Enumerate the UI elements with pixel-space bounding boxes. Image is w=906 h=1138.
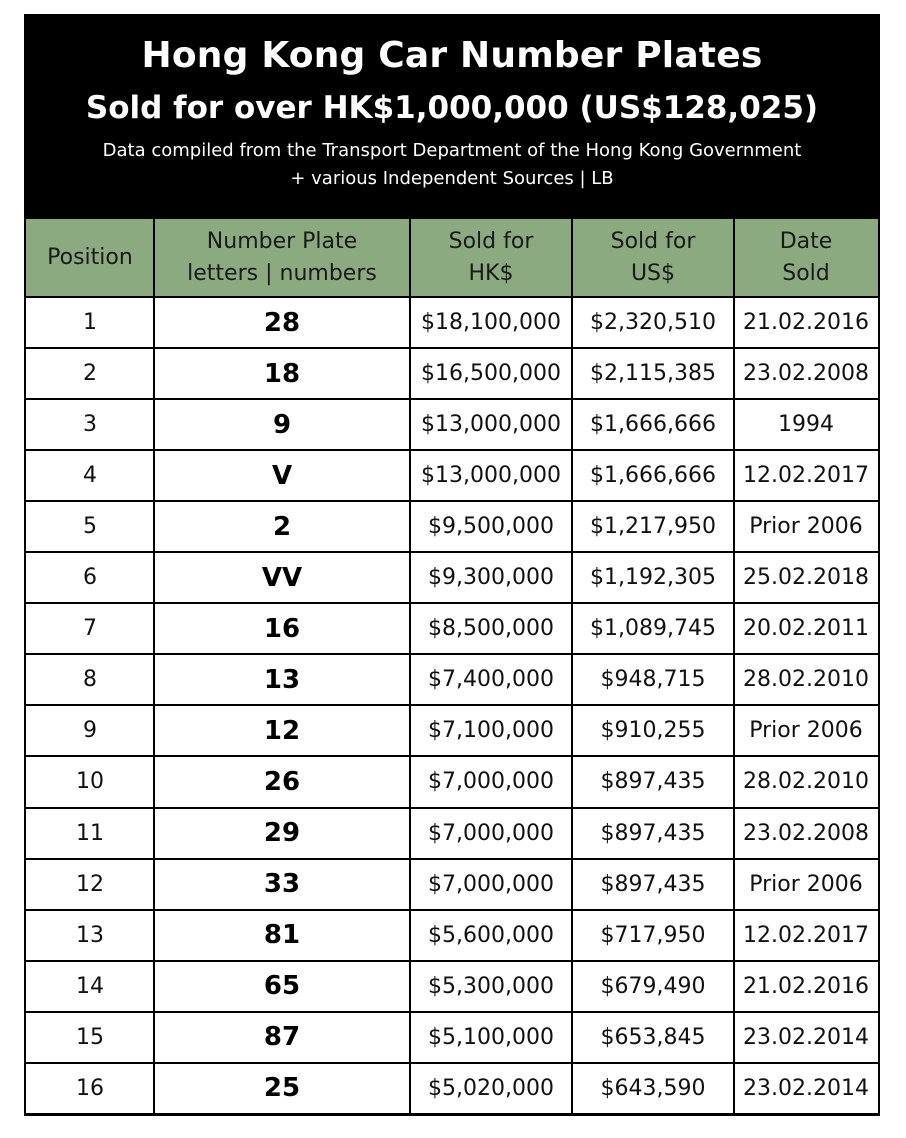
cell-date-sold: 21.02.2016 <box>743 310 869 336</box>
cell-sold-usd: $717,950 <box>600 922 706 948</box>
cell-sold-hkd: $7,100,000 <box>428 718 554 744</box>
cell-sold-usd: $948,715 <box>600 667 706 693</box>
column-header-line2: US$ <box>630 261 676 286</box>
plates-table <box>26 219 878 1114</box>
cell-sold-hkd: $7,000,000 <box>428 769 554 795</box>
cell-position: 14 <box>76 973 104 999</box>
cell-date-sold: 28.02.2010 <box>743 667 869 693</box>
cell-position: 4 <box>83 463 97 489</box>
cell-sold-usd: $653,845 <box>600 1024 706 1050</box>
column-header-line2: letters | numbers <box>187 261 377 286</box>
column-header-number-plate <box>154 219 410 297</box>
cell-sold-hkd: $5,100,000 <box>428 1024 554 1050</box>
cell-sold-hkd: $8,500,000 <box>428 616 554 642</box>
cell-date-sold: 23.02.2008 <box>743 361 869 387</box>
cell-sold-usd: $910,255 <box>600 718 706 744</box>
cell-date-sold: 23.02.2014 <box>743 1024 869 1050</box>
cell-sold-usd: $897,435 <box>600 871 706 897</box>
column-header-sold-usd <box>572 219 734 297</box>
cell-date-sold: Prior 2006 <box>749 718 863 744</box>
cell-sold-usd: $2,115,385 <box>590 361 716 387</box>
cell-number-plate: VV <box>261 562 303 593</box>
cell-sold-usd: $897,435 <box>600 769 706 795</box>
column-header-line2: Sold <box>782 261 830 286</box>
cell-number-plate: 28 <box>263 307 301 338</box>
cell-position: 13 <box>76 922 104 948</box>
cell-sold-usd: $1,217,950 <box>590 514 716 540</box>
cell-date-sold: 1994 <box>778 412 834 438</box>
cell-position: 9 <box>83 718 97 744</box>
cell-date-sold: 23.02.2008 <box>743 820 869 846</box>
cell-date-sold: 20.02.2011 <box>743 616 869 642</box>
cell-date-sold: 12.02.2017 <box>743 463 869 489</box>
cell-sold-hkd: $5,300,000 <box>428 973 554 999</box>
column-header-line1: Position <box>47 245 133 270</box>
cell-sold-usd: $643,590 <box>600 1075 706 1101</box>
cell-sold-usd: $2,320,510 <box>590 310 716 336</box>
column-divider <box>733 219 735 1114</box>
infographic-frame <box>24 14 880 1116</box>
cell-sold-hkd: $16,500,000 <box>421 361 561 387</box>
cell-date-sold: 21.02.2016 <box>743 973 869 999</box>
source-note-line-2: + various Independent Sources | LB <box>290 168 614 189</box>
cell-date-sold: 23.02.2014 <box>743 1075 869 1101</box>
cell-sold-hkd: $5,600,000 <box>428 922 554 948</box>
page-title: Hong Kong Car Number Plates <box>141 35 763 76</box>
cell-position: 3 <box>83 412 97 438</box>
cell-number-plate: 25 <box>263 1073 301 1104</box>
cell-number-plate: 81 <box>263 920 301 951</box>
cell-position: 8 <box>83 667 97 693</box>
column-divider <box>153 219 155 1114</box>
cell-number-plate: 26 <box>263 766 301 797</box>
cell-position: 1 <box>83 310 97 336</box>
cell-sold-usd: $679,490 <box>600 973 706 999</box>
cell-date-sold: 12.02.2017 <box>743 922 869 948</box>
cell-sold-usd: $1,666,666 <box>590 463 716 489</box>
cell-number-plate: 87 <box>263 1022 301 1053</box>
column-header-line1: Date <box>779 229 833 254</box>
cell-number-plate: 9 <box>272 409 292 440</box>
cell-date-sold: 28.02.2010 <box>743 769 869 795</box>
cell-date-sold: Prior 2006 <box>749 871 863 897</box>
cell-position: 6 <box>83 565 97 591</box>
page-subtitle: Sold for over HK$1,000,000 (US$128,025) <box>85 90 819 126</box>
column-header-line2: HK$ <box>468 261 514 286</box>
cell-position: 11 <box>76 820 104 846</box>
cell-position: 12 <box>76 871 104 897</box>
cell-sold-usd: $897,435 <box>600 820 706 846</box>
cell-sold-usd: $1,192,305 <box>590 565 716 591</box>
cell-sold-hkd: $9,300,000 <box>428 565 554 591</box>
cell-number-plate: 18 <box>263 358 301 389</box>
cell-number-plate: 16 <box>263 613 301 644</box>
cell-number-plate: 33 <box>263 869 301 900</box>
cell-number-plate: 13 <box>263 664 301 695</box>
cell-sold-hkd: $13,000,000 <box>421 412 561 438</box>
column-header-line1: Sold for <box>448 229 534 254</box>
column-header-sold-hkd <box>410 219 572 297</box>
cell-position: 2 <box>83 361 97 387</box>
column-divider <box>409 219 411 1114</box>
cell-position: 7 <box>83 616 97 642</box>
cell-position: 5 <box>83 514 97 540</box>
cell-sold-hkd: $7,000,000 <box>428 820 554 846</box>
cell-sold-usd: $1,089,745 <box>590 616 716 642</box>
cell-date-sold: Prior 2006 <box>749 514 863 540</box>
cell-sold-hkd: $7,000,000 <box>428 871 554 897</box>
title-banner <box>26 16 878 219</box>
cell-number-plate: 29 <box>263 818 301 849</box>
source-note-line-1: Data compiled from the Transport Department of the Hong Kong Government <box>102 140 802 161</box>
cell-sold-hkd: $9,500,000 <box>428 514 554 540</box>
cell-sold-hkd: $13,000,000 <box>421 463 561 489</box>
cell-position: 15 <box>76 1024 104 1050</box>
column-header-position <box>26 219 154 297</box>
column-header-line1: Number Plate <box>206 229 358 254</box>
cell-number-plate: 2 <box>272 511 292 542</box>
cell-sold-hkd: $18,100,000 <box>421 310 561 336</box>
cell-number-plate: V <box>271 460 293 491</box>
cell-number-plate: 12 <box>263 715 301 746</box>
cell-sold-hkd: $5,020,000 <box>428 1075 554 1101</box>
cell-sold-hkd: $7,400,000 <box>428 667 554 693</box>
column-header-date-sold <box>734 219 878 297</box>
cell-sold-usd: $1,666,666 <box>590 412 716 438</box>
cell-position: 16 <box>76 1075 104 1101</box>
column-header-line1: Sold for <box>610 229 696 254</box>
cell-position: 10 <box>76 769 104 795</box>
column-divider <box>571 219 573 1114</box>
cell-date-sold: 25.02.2018 <box>743 565 869 591</box>
cell-number-plate: 65 <box>263 971 301 1002</box>
